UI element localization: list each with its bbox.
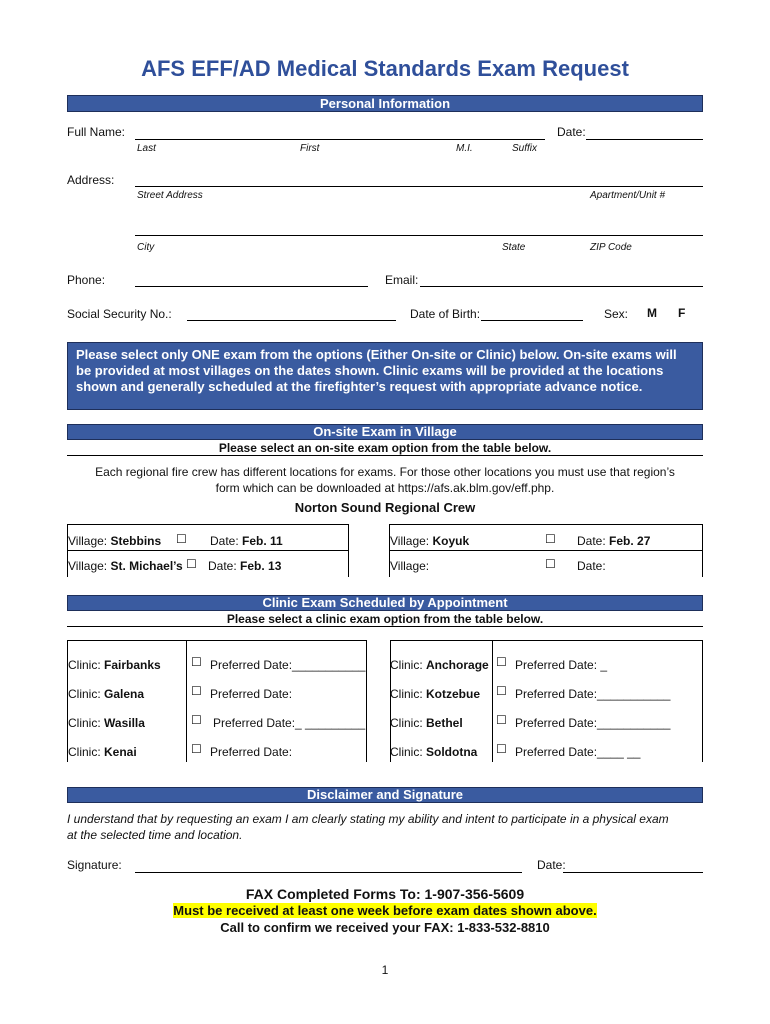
caption-street: Street Address	[137, 190, 203, 201]
date-field[interactable]	[586, 139, 703, 140]
personal-info-header: Personal Information	[67, 95, 703, 112]
clinic-row-4-left: Clinic: Kenai	[68, 745, 137, 759]
onsite-row-2-village: Village: St. Michael’s	[68, 559, 183, 573]
onsite-info-line-2: form which can be downloaded at https://afs.ak.blm.gov/eff.php.	[215, 481, 555, 495]
signature-date-field[interactable]	[563, 872, 703, 873]
onsite-row-2-date-2: Date:	[577, 559, 606, 573]
checkbox-galena[interactable]: ☐	[191, 684, 202, 698]
onsite-row-2-village-2: Village:	[390, 559, 430, 573]
checkbox-koyuk[interactable]: ☐	[545, 532, 556, 546]
city-state-zip-field[interactable]	[135, 235, 703, 236]
clinic-row-3-left: Clinic: Wasilla	[68, 716, 145, 730]
caption-mi: M.I.	[456, 143, 473, 154]
clinic-row-2-right: Clinic: Kotzebue	[390, 687, 481, 701]
fax-line: FAX Completed Forms To: 1-907-356-5609	[245, 886, 525, 902]
signature-field[interactable]	[135, 872, 522, 873]
checkbox-stebbins[interactable]: ☐	[176, 532, 187, 546]
clinic-row-3-right-date[interactable]: Preferred Date:___________	[515, 716, 671, 730]
confirm-line: Call to confirm we received your FAX: 1-833-532-8810	[220, 920, 550, 935]
checkbox-kotzebue[interactable]: ☐	[496, 684, 507, 698]
street-address-field[interactable]	[135, 186, 703, 187]
checkbox-anchorage[interactable]: ☐	[496, 655, 507, 669]
sex-option-m[interactable]: M	[647, 306, 657, 320]
clinic-row-2-right-date[interactable]: Preferred Date:___________	[515, 687, 671, 701]
exam-selection-notice: Please select only ONE exam from the options (Either On-site or Clinic) below. On-site exams will be provided at most villages on the dates shown. Clinic exams will be provided at the locations shown and generally scheduled at the firefighter’s request with appropriate advance notice.	[67, 342, 703, 410]
ssn-field[interactable]	[187, 320, 396, 321]
caption-last: Last	[137, 143, 156, 154]
onsite-row-1-village: Village: Stebbins	[68, 534, 162, 548]
onsite-row-2-date: Date: Feb. 13	[208, 559, 282, 573]
checkbox-kenai[interactable]: ☐	[191, 742, 202, 756]
clinic-row-1-left: Clinic: Fairbanks	[68, 658, 161, 672]
clinic-row-2-left-date[interactable]: Preferred Date:	[210, 687, 293, 701]
clinic-row-4-left-date[interactable]: Preferred Date:	[210, 745, 293, 759]
page-number: 1	[381, 963, 389, 977]
caption-suffix: Suffix	[512, 143, 538, 154]
sex-option-f[interactable]: F	[678, 306, 686, 320]
full-name-field[interactable]	[135, 139, 545, 140]
clinic-row-4-right: Clinic: Soldotna	[390, 745, 478, 759]
caption-first: First	[300, 143, 320, 154]
address-label: Address:	[67, 173, 115, 187]
full-name-label: Full Name:	[67, 125, 126, 139]
onsite-info-line-1: Each regional fire crew has different locations for exams. For those other locations you must use that region’s	[95, 465, 675, 479]
phone-label: Phone:	[67, 273, 106, 287]
disclaimer-text-line-1: I understand that by requesting an exam I am clearly stating my ability and intent to participate in a physical exam	[67, 812, 669, 826]
onsite-row-1-village-2: Village: Koyuk	[390, 534, 470, 548]
onsite-exam-subheader: Please select an on-site exam option from the table below.	[67, 441, 703, 456]
clinic-exam-header: Clinic Exam Scheduled by Appointment	[67, 595, 703, 611]
clinic-row-1-left-date[interactable]: Preferred Date:___________	[210, 658, 366, 672]
checkbox-fairbanks[interactable]: ☐	[191, 655, 202, 669]
clinic-row-1-right-date[interactable]: Preferred Date: _	[515, 658, 608, 672]
column-divider	[492, 640, 493, 762]
date-label: Date:	[557, 125, 586, 139]
email-field[interactable]	[420, 286, 703, 287]
disclaimer-header: Disclaimer and Signature	[67, 787, 703, 803]
deadline-line: Must be received at least one week before exam dates shown above.	[173, 903, 597, 918]
checkbox-bethel[interactable]: ☐	[496, 713, 507, 727]
sex-label: Sex:	[604, 307, 629, 321]
disclaimer-text-line-2: at the selected time and location.	[67, 828, 243, 842]
caption-zip: ZIP Code	[590, 242, 632, 253]
clinic-row-3-right: Clinic: Bethel	[390, 716, 463, 730]
checkbox-village-blank[interactable]: ☐	[545, 557, 556, 571]
dob-label: Date of Birth:	[410, 307, 481, 321]
page-title: AFS EFF/AD Medical Standards Exam Request	[141, 56, 629, 81]
clinic-row-1-right: Clinic: Anchorage	[390, 658, 489, 672]
clinic-exam-subheader: Please select a clinic exam option from the table below.	[67, 612, 703, 627]
dob-field[interactable]	[481, 320, 583, 321]
email-label: Email:	[385, 273, 419, 287]
clinic-row-4-right-date[interactable]: Preferred Date:____ __	[515, 745, 641, 759]
region-title: Norton Sound Regional Crew	[294, 500, 476, 515]
phone-field[interactable]	[135, 286, 368, 287]
checkbox-soldotna[interactable]: ☐	[496, 742, 507, 756]
column-divider	[186, 640, 187, 762]
onsite-row-1-date: Date: Feb. 11	[210, 534, 283, 548]
signature-label: Signature:	[67, 858, 122, 872]
signature-date-label: Date:	[537, 858, 566, 872]
checkbox-st-michaels[interactable]: ☐	[186, 557, 197, 571]
onsite-exam-header: On-site Exam in Village	[67, 424, 703, 440]
ssn-label: Social Security No.:	[67, 307, 172, 321]
caption-apt: Apartment/Unit #	[590, 190, 666, 201]
clinic-row-3-left-date[interactable]: Preferred Date:_ _________	[213, 716, 366, 730]
caption-state: State	[502, 242, 526, 253]
clinic-row-2-left: Clinic: Galena	[68, 687, 145, 701]
onsite-row-1-date-2: Date: Feb. 27	[577, 534, 651, 548]
caption-city: City	[137, 242, 155, 253]
checkbox-wasilla[interactable]: ☐	[191, 713, 202, 727]
row-divider	[389, 550, 703, 551]
row-divider	[67, 550, 349, 551]
